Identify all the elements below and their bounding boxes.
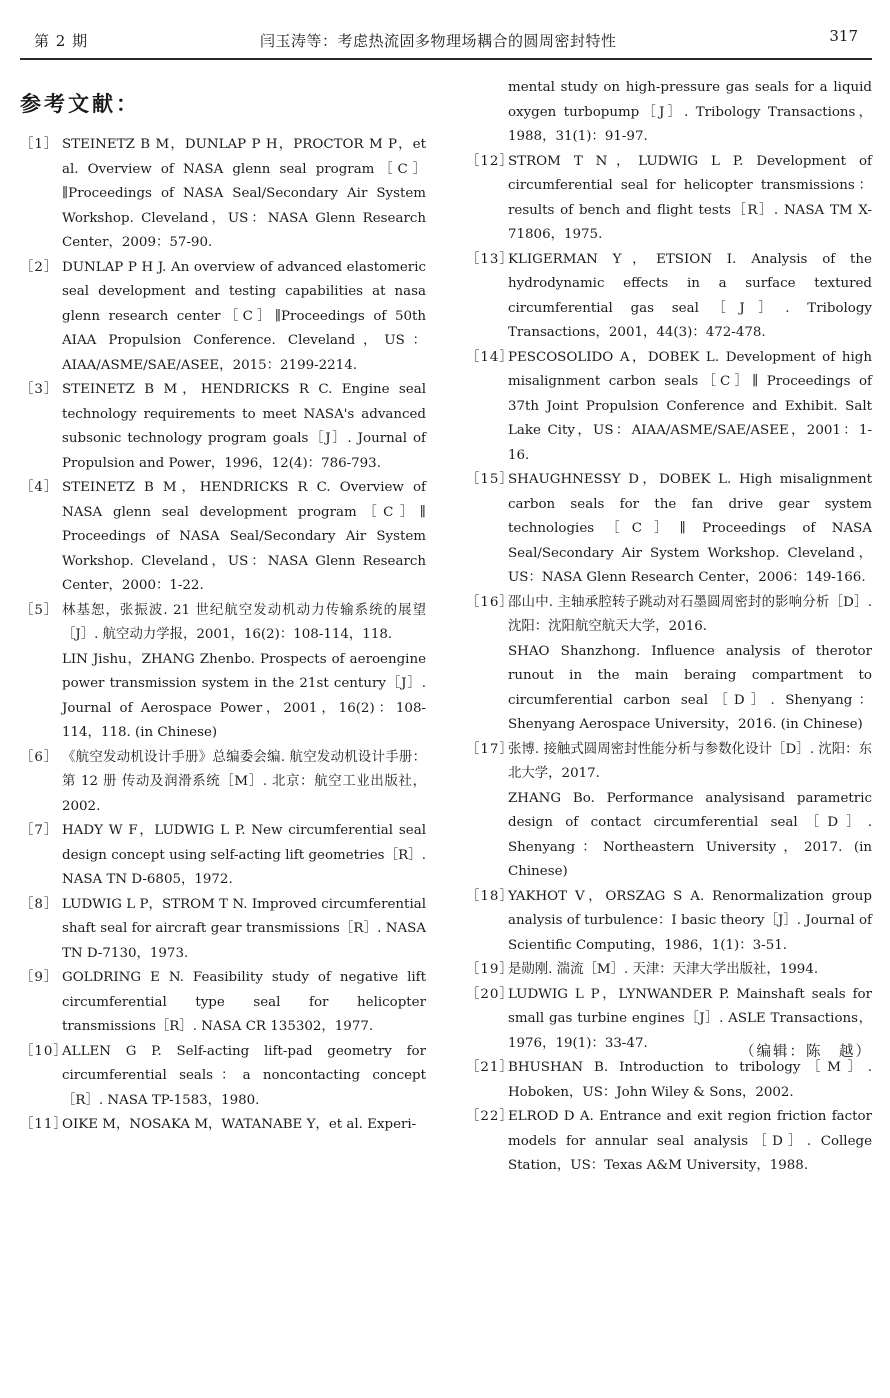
reference-item (20, 599, 426, 746)
reference-text: ALLEN G P. Self-acting lift-pad geometry for circumferential seals：a noncontacting concept［R］. NASA TP-1583，1980. (62, 1043, 426, 1108)
reference-number: ［10］ (20, 1043, 68, 1059)
reference-number: ［13］ (466, 251, 514, 267)
page-number: 317 (829, 27, 858, 45)
reference-text: YAKHOT V，ORSZAG S A. Renormalization group analysis of turbulence：Ⅰ basic theory［J］. Journal of Scientific Computing，1986，1(1)：3-51. (508, 888, 872, 953)
reference-number: ［12］ (466, 153, 514, 169)
reference-text: SHAUGHNESSY D，DOBEK L. High misalignment carbon seals for the fan drive gear system technologies［C］∥ Proceedings of NASA Seal/Secondary Air System Workshop. Cleveland，US：NASA Glenn Research Center，2006：149-166. (508, 472, 872, 585)
reference-text: BHUSHAN B. Introduction to tribology［M］. Hoboken，US：John Wiley & Sons，2002. (508, 1060, 872, 1100)
reference-item (466, 738, 872, 885)
reference-text: STEINETZ B M，HENDRICKS R C. Overview of NASA glenn seal development program［C］∥ Proceedings of NASA Seal/Secondary Air System Workshop. Cleveland，US：NASA Glenn Research Center，2000：1-22. (62, 480, 426, 593)
reference-item (20, 746, 426, 820)
reference-text: ELROD D A. Entrance and exit region friction factor models for annular seal analysis［D］. College Station，US：Texas A&M University，1988. (508, 1109, 872, 1173)
reference-text: STEINETZ B M，HENDRICKS R C. Engine seal technology requirements to meet NASA's advanced subsonic technology program goals［J］. Journal of Propulsion and Power，1996，12(4)：786-793. (62, 382, 426, 471)
right-column (466, 76, 872, 1179)
issue-number: 第 2 期 (34, 32, 89, 50)
reference-number: ［8］ (20, 896, 59, 912)
editor-note: （编辑：陈 越） (740, 1044, 872, 1060)
reference-item (20, 1040, 426, 1114)
reference-number: ［18］ (466, 888, 514, 904)
reference-item (466, 346, 872, 469)
reference-item (20, 378, 426, 476)
reference-number: ［3］ (20, 382, 59, 397)
reference-list-right (466, 150, 872, 1179)
reference-item (20, 819, 426, 893)
reference-number: ［5］ (20, 602, 59, 618)
reference-number: ［2］ (20, 259, 59, 275)
reference-text: STEINETZ B M，DUNLAP P H，PROCTOR M P，et al. Overview of NASA glenn seal program［C］∥Proceedings of NASA Seal/Secondary Air System Workshop. Cleveland，US：NASA Glenn Research Center，2009：57-90. (62, 137, 426, 250)
reference-number: ［7］ (20, 823, 59, 838)
reference-number: ［6］ (20, 749, 59, 765)
reference-item (466, 150, 872, 248)
reference-item (20, 966, 426, 1040)
reference-number: ［17］ (466, 741, 514, 757)
reference-number: ［1］ (20, 137, 59, 152)
left-column (20, 76, 426, 1138)
reference-number: ［19］ (466, 962, 514, 977)
reference-item (466, 591, 872, 738)
running-header (20, 27, 870, 56)
reference-text: STROM T N，LUDWIG L P. Development of circumferential seal for helicopter transmissions：results of bench and flight tests［R］. NASA TM X-71806，1975. (508, 153, 872, 242)
reference-item (466, 1105, 872, 1179)
reference-item (466, 958, 872, 983)
reference-number: ［22］ (466, 1109, 514, 1124)
reference-item (466, 248, 872, 346)
reference-text: 《航空发动机设计手册》总编委会编. 航空发动机设计手册：第 12 册 传动及润滑系统［M］. 北京：航空工业出版社，2002. (62, 749, 426, 814)
references-heading: 参考文献： (20, 92, 140, 116)
reference-item (20, 133, 426, 256)
reference-item (466, 885, 872, 959)
reference-text: 邵山中. 主轴承腔转子跳动对石墨圆周密封的影响分析［D］. 沈阳：沈阳航空航天大学，2016. (508, 594, 872, 634)
header-rule (20, 58, 872, 60)
reference-item (466, 468, 872, 591)
reference-text: LUDWIG L P，LYNWANDER P. Mainshaft seals for small gas turbine engines［J］. ASLE Transactions，1976，19(1)：33-47. (508, 986, 872, 1051)
reference-item (466, 1056, 872, 1105)
reference-11-continuation: mental study on high-pressure gas seals for a liquid oxygen turbopump［J］. Tribology Transactions，1988，31(1)：91-97. (508, 80, 872, 144)
reference-english-translation: LIN Jishu，ZHANG Zhenbo. Prospects of aeroengine power transmission system in the 21st century［J］. Journal of Aerospace Power，2001，16(2)：108-114，118. (in Chinese) (62, 651, 426, 740)
reference-number: ［9］ (20, 970, 59, 985)
reference-text: GOLDRING E N. Feasibility study of negative lift circumferential type seal for helicopter transmissions［R］. NASA CR 135302，1977. (62, 970, 426, 1034)
reference-item (20, 1113, 426, 1138)
reference-text: OIKE M，NOSAKA M，WATANABE Y，et al. Experi- (62, 1117, 417, 1132)
reference-text: 林基恕，张振波. 21 世纪航空发动机动力传输系统的展望［J］. 航空动力学报，2001，16(2)：108-114，118. (62, 602, 426, 642)
reference-text: LUDWIG L P，STROM T N. Improved circumferential shaft seal for aircraft gear transmissions［R］. NASA TN D-7130，1973. (62, 896, 426, 961)
reference-number: ［4］ (20, 480, 59, 495)
reference-text: 张博. 接触式圆周密封性能分析与参数化设计［D］. 沈阳：东北大学，2017. (508, 741, 872, 781)
reference-number: ［15］ (466, 472, 514, 487)
reference-english-translation: ZHANG Bo. Performance analysisand parametric design of contact circumferential seal［D］. Shenyang：Northeastern University，2017. (in Chinese) (508, 790, 872, 879)
reference-number: ［21］ (466, 1060, 514, 1075)
reference-item (20, 476, 426, 599)
reference-text: KLIGERMAN Y，ETSION I. Analysis of the hydrodynamic effects in a surface textured circumferential gas seal［J］. Tribology Transactions，2001，44(3)：472-478. (508, 251, 872, 340)
reference-text: PESCOSOLIDO A，DOBEK L. Development of high misalignment carbon seals［C］∥ Proceedings of 37th Joint Propulsion Conference and Exhibit. Salt Lake City，US：AIAA/ASME/SAE/ASEE，2001：1-16. (508, 349, 872, 463)
reference-text: HADY W F，LUDWIG L P. New circumferential seal design concept using self-acting lift geometries［R］. NASA TN D-6805，1972. (62, 823, 426, 887)
reference-item (20, 256, 426, 379)
running-title: 闫玉涛等：考虑热流固多物理场耦合的圆周密封特性 (260, 32, 617, 50)
reference-text: 是勋刚. 湍流［M］. 天津：天津大学出版社，1994. (508, 962, 819, 977)
reference-english-translation: SHAO Shanzhong. Influence analysis of therotor runout in the main beraing compartment to circumferential carbon seal［D］. Shenyang：Shenyang Aerospace University，2016. (in Chinese) (508, 643, 872, 732)
reference-item (20, 893, 426, 967)
reference-number: ［20］ (466, 986, 514, 1002)
reference-number: ［11］ (20, 1117, 68, 1132)
reference-number: ［14］ (466, 349, 514, 365)
reference-text: DUNLAP P H J. An overview of advanced elastomeric seal development and testing capabilities at nasa glenn research center［C］∥Proceedings of 50th AIAA Propulsion Conference. Cleveland，US：AIAA/ASME/SAE/ASEE，2015：2199-2214. (62, 259, 426, 373)
reference-list-left (20, 133, 426, 1138)
reference-number: ［16］ (466, 594, 514, 610)
